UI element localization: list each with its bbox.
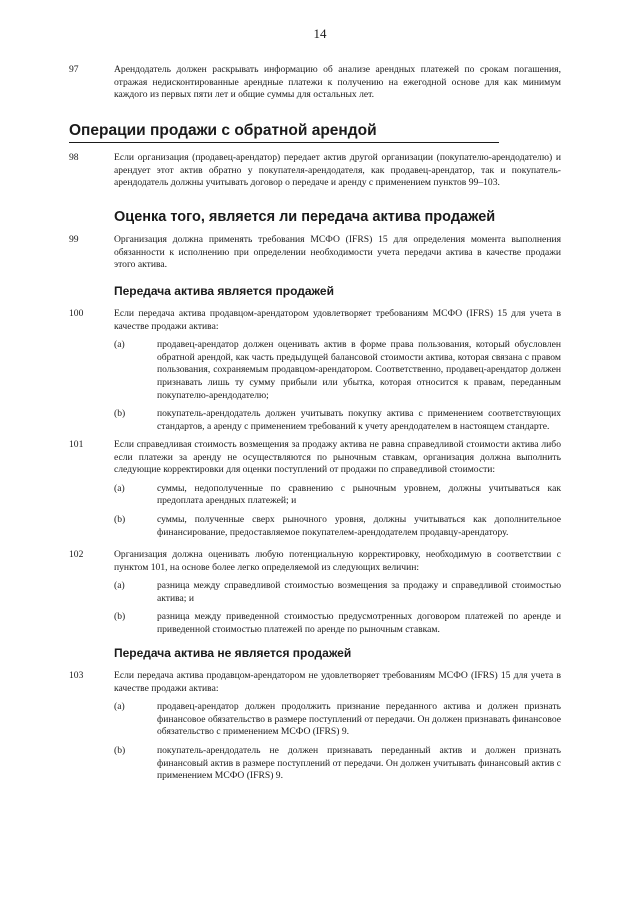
- paragraph-100: [69, 308, 561, 433]
- heading-is-sale: Передача актива является продажей: [114, 284, 334, 298]
- paragraph-102: [69, 549, 561, 637]
- subitem-text: разница между справедливой стоимостью возмещения за продажу и справедливой стоимостью актива; и: [157, 580, 561, 604]
- paragraph-text: Если организация (продавец-арендатор) передает актив другой организации (покупателю-арендодателю) и арендует этот актив обратно у покупателя-арендодателя, как продавец-арендатор, так и покупатель-арендодатель должны учитывать договор о передаче и аренду с применением пунктов 99–103.: [114, 152, 561, 189]
- heading-sale-leaseback: Операции продажи с обратной арендой: [69, 122, 499, 143]
- paragraph-number: 98: [69, 152, 79, 163]
- subitem-text: покупатель-арендодатель не должен признавать переданный актив и должен признать финансовый актив в размере поступлений от передачи. Он должен учитывать финансовый актив с применением МСФО (IFRS) 9.: [157, 744, 561, 782]
- paragraph-103: [69, 670, 561, 783]
- page-number: 14: [313, 26, 327, 41]
- subitem-label: (b): [114, 513, 126, 525]
- paragraph-number: 103: [69, 670, 84, 681]
- subitem-label: (a): [114, 339, 125, 351]
- subitem-a: [69, 701, 561, 739]
- paragraph-text: Арендодатель должен раскрывать информацию об анализе арендных платежей по срокам погашения, отражая недисконтированные арендные платежи к получению на ежегодной основе для как минимум каждого из первых пяти лет и общие суммы для остальных лет.: [114, 64, 561, 101]
- subitem-label: (b): [114, 408, 126, 420]
- paragraph-text: Если справедливая стоимость возмещения за продажу актива не равна справедливой стоимости актива либо если платежи за аренду не осуществляются по рыночным ставкам, организация должна выполнить следующие корректировки для оценки поступлений от продажи по справедливой стоимости:: [114, 439, 561, 476]
- subitem-text: продавец-арендатор должен продолжить признание переданного актива и должен признать финансовое обязательство в размере поступлений от передачи. Он должен признавать финансовое обязательство с применением МСФО (IFRS) 9.: [157, 701, 561, 738]
- subitem-a: [69, 580, 561, 605]
- paragraph-97: [69, 64, 561, 102]
- paragraph-99: [69, 234, 561, 272]
- subitem-text: суммы, недополученные по сравнению с рыночным уровнем, должны учитываться как предоплата арендных платежей; и: [157, 482, 561, 507]
- subitem-a: [69, 483, 561, 508]
- subitem-label: (b): [114, 744, 126, 756]
- paragraph-number: 99: [69, 234, 79, 245]
- subitem-b: [69, 408, 561, 433]
- paragraph-98: [69, 152, 561, 190]
- heading-not-sale: Передача актива не является продажей: [114, 646, 352, 660]
- paragraph-101: [69, 439, 561, 539]
- paragraph-number: 102: [69, 549, 84, 560]
- paragraph-text: Если передача актива продавцом-арендатором не удовлетворяет требованиям МСФО (IFRS) 15 для учета в качестве продажи актива:: [114, 670, 561, 694]
- heading-assess-sale: Оценка того, является ли передача актива продажей: [114, 209, 496, 225]
- paragraph-number: 97: [69, 64, 79, 75]
- subitem-b: [69, 514, 561, 539]
- paragraph-number: 100: [69, 308, 84, 319]
- paragraph-number: 101: [69, 439, 84, 450]
- subitem-label: (b): [114, 611, 126, 623]
- subitem-a: [69, 339, 561, 402]
- subitem-text: разница между приведенной стоимостью предусмотренных договором платежей по аренде и приведенной стоимостью платежей по аренде по рыночным ставкам.: [157, 611, 561, 635]
- subitem-text: продавец-арендатор должен оценивать актив в форме права пользования, который обусловлен обратной арендой, как часть предыдущей балансовой стоимости актива, которая связана с правом пользования, сохраняемым продавцом-арендатором. Соответственно, продавец-арендатор должен признавать лишь ту сумму прибыли или убытка, которая относится к правам, переданным покупателю-арендодателю;: [157, 339, 561, 401]
- subitem-b: [69, 611, 561, 636]
- subitem-label: (a): [114, 580, 125, 592]
- paragraph-text: Если передача актива продавцом-арендатором удовлетворяет требованиям МСФО (IFRS) 15 для учета в качестве продажи актива:: [114, 308, 561, 332]
- subitem-label: (a): [114, 482, 125, 494]
- paragraph-text: Организация должна применять требования МСФО (IFRS) 15 для определения момента выполнения обязанности к исполнению при определении необходимости учета передачи актива в качестве продажи этого актива.: [114, 234, 561, 271]
- paragraph-text: Организация должна оценивать любую потенциальную корректировку, необходимую в соответствии с пунктом 101, на основе более легко определяемой из следующих величин:: [114, 549, 561, 573]
- subitem-text: суммы, полученные сверх рыночного уровня, должны учитываться как дополнительное финансирование, предоставляемое покупателем-арендодателем продавцу-арендатору.: [157, 513, 561, 538]
- subitem-label: (a): [114, 701, 125, 713]
- subitem-b: [69, 745, 561, 783]
- subitem-text: покупатель-арендодатель должен учитывать покупку актива с применением соответствующих стандартов, а аренду с применением требований к учету арендодателем в настоящем стандарте.: [157, 408, 561, 432]
